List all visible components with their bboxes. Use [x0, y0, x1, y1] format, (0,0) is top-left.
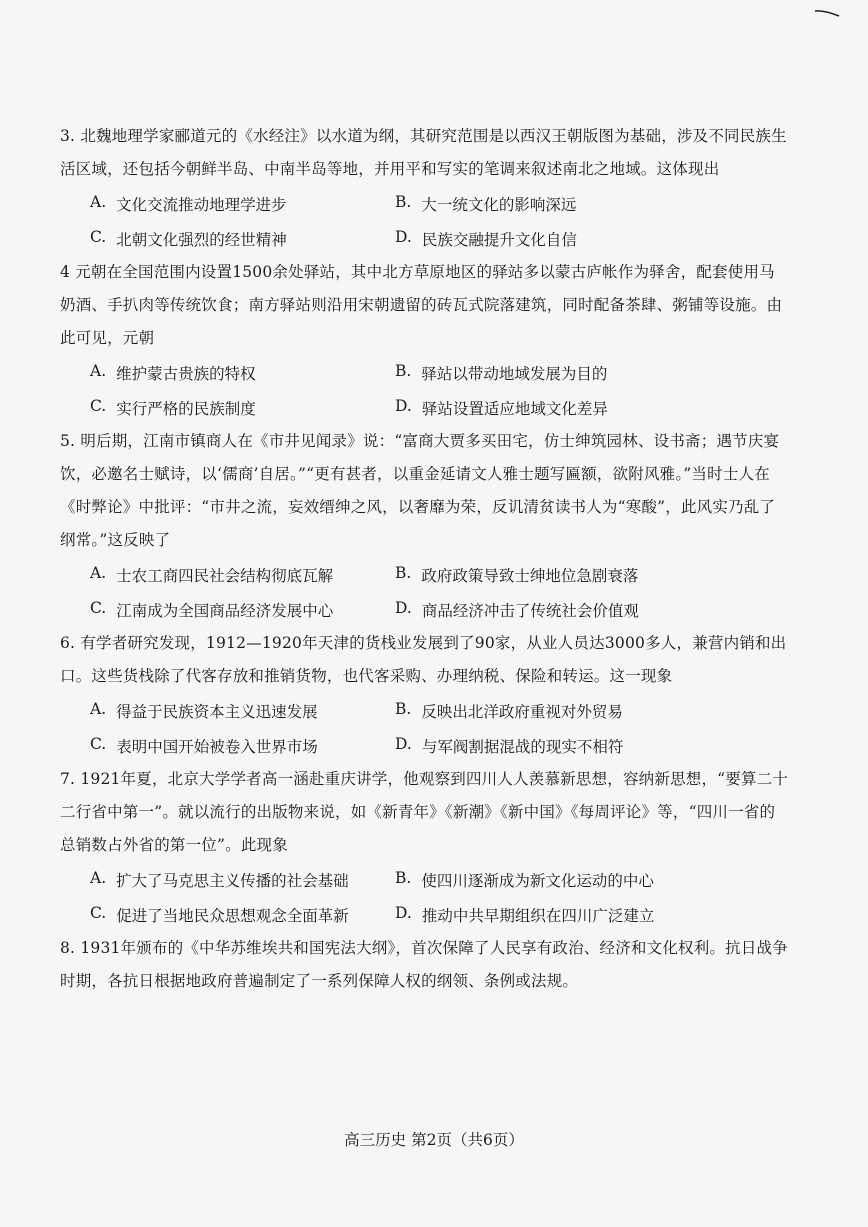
option-c [60, 228, 395, 250]
option-b [395, 700, 790, 722]
option-row [60, 862, 790, 897]
option-b [395, 564, 790, 586]
option-letter: A. [90, 361, 107, 380]
question-3 [60, 120, 790, 256]
options [60, 186, 790, 256]
options [60, 862, 790, 932]
option-letter: D. [395, 598, 412, 617]
option-text: 政府政策导致士绅地位急剧衰落 [421, 566, 639, 585]
question-stem: 7. 1921年夏，北京大学学者高一涵赴重庆讲学，他观察到四川人人羡慕新思想，容纳新思想，“要算二十二行省中第一”。就以流行的出版物来说，如《新青年》《新潮》《新中国》《每周评论》等，“四川一省的总销数占外省的第一位”。此现象 [60, 770, 789, 854]
option-letter: A. [90, 563, 107, 582]
option-row [60, 728, 790, 763]
option-d [395, 904, 790, 926]
option-a [60, 869, 395, 891]
option-row [60, 592, 790, 627]
question-7 [60, 763, 790, 932]
options [60, 693, 790, 763]
option-text: 维护蒙古贵族的特权 [116, 364, 256, 383]
option-letter: B. [395, 868, 412, 887]
option-row [60, 390, 790, 425]
question-6 [60, 627, 790, 763]
option-text: 大一统文化的影响深远 [421, 195, 577, 214]
option-b [395, 362, 790, 384]
option-c [60, 599, 395, 621]
question-list [60, 120, 790, 998]
option-text: 反映出北洋政府重视对外贸易 [421, 702, 623, 721]
option-letter: A. [90, 699, 107, 718]
option-a [60, 193, 395, 215]
option-letter: A. [90, 868, 107, 887]
question-stem: 6. 有学者研究发现，1912—1920年天津的货栈业发展到了90家，从业人员达3000多人，兼营内销和出口。这些货栈除了代客存放和推销货物，也代客采购、办理纳税、保险和转运。这一现象 [60, 634, 787, 685]
option-text: 民族交融提升文化自信 [421, 230, 577, 249]
option-text: 商品经济冲击了传统社会价值观 [421, 601, 639, 620]
option-c [60, 735, 395, 757]
option-d [395, 735, 790, 757]
option-a [60, 564, 395, 586]
option-letter: C. [90, 734, 107, 753]
option-letter: D. [395, 227, 412, 246]
option-text: 驿站设置适应地域文化差异 [421, 399, 608, 418]
option-text: 北朝文化强烈的经世精神 [116, 230, 287, 249]
option-text: 士农工商四民社会结构彻底瓦解 [116, 566, 334, 585]
option-c [60, 904, 395, 926]
option-b [395, 193, 790, 215]
option-d [395, 599, 790, 621]
question-8 [60, 932, 790, 998]
option-text: 推动中共早期组织在四川广泛建立 [421, 906, 655, 925]
page-footer: 高三历史 第2页（共6页） [344, 1131, 524, 1149]
option-letter: D. [395, 396, 412, 415]
option-text: 促进了当地民众思想观念全面革新 [116, 906, 349, 925]
option-letter: C. [90, 598, 107, 617]
option-d [395, 228, 790, 250]
option-letter: B. [395, 361, 412, 380]
question-5 [60, 425, 790, 627]
option-row [60, 897, 790, 932]
option-text: 文化交流推动地理学进步 [116, 195, 287, 214]
option-letter: B. [395, 192, 412, 211]
option-letter: D. [395, 903, 412, 922]
option-letter: C. [90, 903, 107, 922]
option-letter: B. [395, 563, 412, 582]
scan-mark-icon [814, 8, 840, 18]
option-letter: B. [395, 699, 412, 718]
option-row [60, 221, 790, 256]
option-text: 使四川逐渐成为新文化运动的中心 [421, 871, 654, 890]
option-c [60, 397, 395, 419]
option-text: 表明中国开始被卷入世界市场 [116, 737, 318, 756]
option-row [60, 355, 790, 390]
option-text: 与军阀割据混战的现实不相符 [421, 737, 624, 756]
option-text: 得益于民族资本主义迅速发展 [116, 702, 318, 721]
option-b [395, 869, 790, 891]
question-stem: 4 元朝在全国范围内设置1500余处驿站，其中北方草原地区的驿站多以蒙古庐帐作为驿舍，配套使用马奶酒、手扒肉等传统饮食；南方驿站则沿用宋朝遗留的砖瓦式院落建筑，同时配备茶肆、粥铺等设施。由此可见，元朝 [60, 263, 783, 347]
options [60, 355, 790, 425]
option-letter: C. [90, 396, 107, 415]
option-text: 实行严格的民族制度 [116, 399, 256, 418]
option-letter: C. [90, 227, 107, 246]
option-text: 江南成为全国商品经济发展中心 [116, 601, 334, 620]
option-d [395, 397, 790, 419]
question-stem: 5. 明后期，江南市镇商人在《市井见闻录》说：“富商大贾多买田宅，仿士绅筑园林、设书斋；遇节庆宴饮，必邀名士赋诗，以‘儒商’自居。”“更有甚者，以重金延请文人雅士题写匾额，欲附风雅。”当时士人在《时弊论》中批评：“市井之流，妄效缙绅之风，以奢靡为荣，反讥清贫读书人为“寒酸”，此风实乃乱了纲常。”这反映了 [60, 432, 780, 549]
option-a [60, 362, 395, 384]
option-text: 驿站以带动地域发展为目的 [421, 364, 608, 383]
option-letter: D. [395, 734, 412, 753]
options [60, 557, 790, 627]
option-row [60, 557, 790, 592]
question-stem: 8. 1931年颁布的《中华苏维埃共和国宪法大纲》，首次保障了人民享有政治、经济和文化权利。抗日战争时期，各抗日根据地政府普遍制定了一系列保障人权的纲领、条例或法规。 [60, 939, 788, 990]
option-text: 扩大了马克思主义传播的社会基础 [116, 871, 349, 890]
option-row [60, 693, 790, 728]
question-4 [60, 256, 790, 425]
option-letter: A. [90, 192, 107, 211]
option-row [60, 186, 790, 221]
question-stem: 3. 北魏地理学家郦道元的《水经注》以水道为纲，其研究范围是以西汉王朝版图为基础，涉及不同民族生活区域，还包括今朝鲜半岛、中南半岛等地，并用平和写实的笔调来叙述南北之地域。这体现出 [60, 127, 787, 178]
option-a [60, 700, 395, 722]
